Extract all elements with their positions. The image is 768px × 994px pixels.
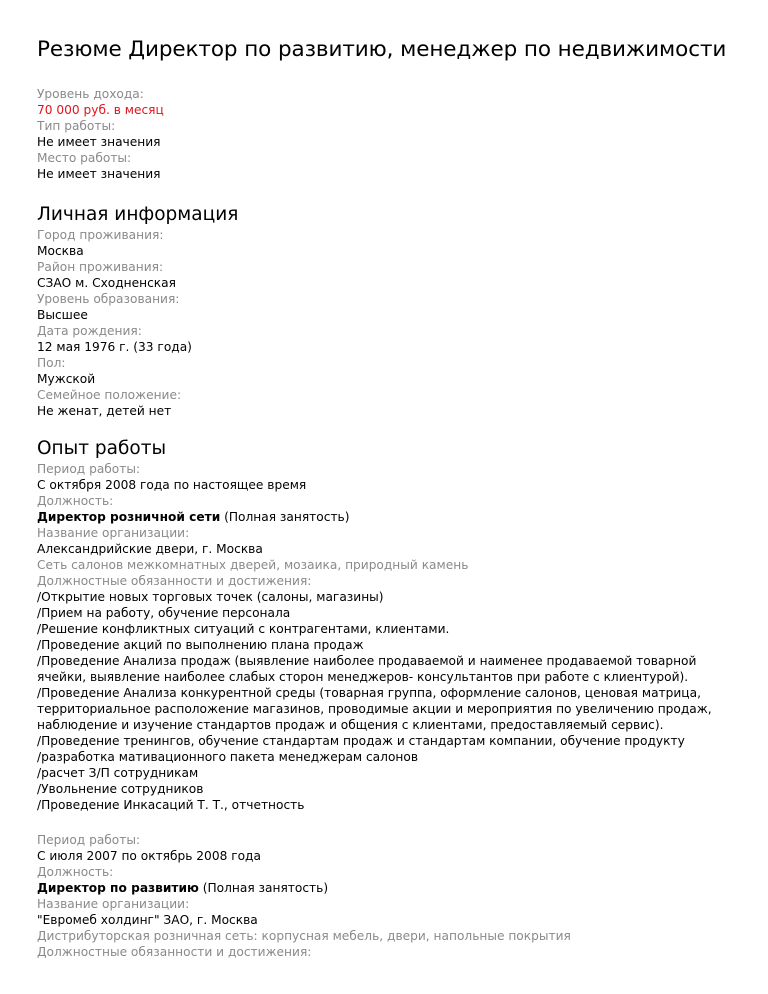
duty-item: /Прием на работу, обучение персонала xyxy=(37,606,291,620)
field-value: 12 мая 1976 г. (33 года) xyxy=(37,340,192,354)
job-entry xyxy=(37,832,732,960)
field-label: Уровень образования: xyxy=(37,292,180,306)
duty-item: /Проведение Инкасаций Т. Т., отчетность xyxy=(37,798,305,812)
position-title: Директор розничной сети xyxy=(37,510,221,524)
place-value: Не имеет значения xyxy=(37,167,161,181)
duty-item: /Проведение Анализа конкурентной среды (товарная группа, оформление салонов, ценовая матрица, территориальное расположение магазинов, проводимые акции и мероприятия по увеличению продаж, наблюдение и изучение стандартов продаж и общения с клиентами, предоставляемый сервис). xyxy=(37,686,712,732)
position-value xyxy=(37,509,732,525)
field-value: Москва xyxy=(37,244,84,258)
income-value: 70 000 руб. в месяц xyxy=(37,103,164,117)
duties-label: Должностные обязанности и достижения: xyxy=(37,574,312,588)
duty-item: /Проведение Анализа продаж (выявление наиболее продаваемой и наименее продаваемой товарной ячейки, выявление наиболее слабых сторон менеджеров- консультантов при работе с клиентурой). xyxy=(37,654,697,684)
org-value: Александрийские двери, г. Москва xyxy=(37,542,263,556)
duty-item: /Решение конфликтных ситуаций с контрагентами, клиентами. xyxy=(37,622,450,636)
field-value: Не женат, детей нет xyxy=(37,404,172,418)
worktype-value: Не имеет значения xyxy=(37,135,161,149)
income-label: Уровень дохода: xyxy=(37,87,144,101)
personal-section xyxy=(37,227,732,419)
period-value: С октября 2008 года по настоящее время xyxy=(37,478,307,492)
duty-item: /Проведение акций по выполнению плана продаж xyxy=(37,638,364,652)
position-value xyxy=(37,880,732,896)
field-value: Мужской xyxy=(37,372,96,386)
period-label: Период работы: xyxy=(37,833,141,847)
place-label: Место работы: xyxy=(37,151,132,165)
field-label: Пол: xyxy=(37,356,66,370)
duty-item: /Проведение тренингов, обучение стандартам продаж и стандартам компании, обучение продукту xyxy=(37,734,685,748)
field-label: Город проживания: xyxy=(37,228,164,242)
duty-item: /разработка мативационного пакета менеджерам салонов xyxy=(37,750,419,764)
field-label: Дата рождения: xyxy=(37,324,142,338)
field-label: Семейное положение: xyxy=(37,388,182,402)
summary-section xyxy=(37,86,732,182)
position-label: Должность: xyxy=(37,494,114,508)
duty-item: /Увольнение сотрудников xyxy=(37,782,204,796)
worktype-label: Тип работы: xyxy=(37,119,116,133)
period-label: Период работы: xyxy=(37,462,141,476)
org-description: Дистрибуторская розничная сеть: корпусная мебель, двери, напольные покрытия xyxy=(37,929,571,943)
duty-item: /Открытие новых торговых точек (салоны, магазины) xyxy=(37,590,384,604)
org-label: Название организации: xyxy=(37,897,190,911)
field-label: Район проживания: xyxy=(37,260,164,274)
employment-type: (Полная занятость) xyxy=(202,881,329,895)
period-value: С июля 2007 по октябрь 2008 года xyxy=(37,849,261,863)
org-value: "Евромеб холдинг" ЗАО, г. Москва xyxy=(37,913,258,927)
position-label: Должность: xyxy=(37,865,114,879)
field-value: Высшее xyxy=(37,308,88,322)
experience-heading: Опыт работы xyxy=(37,438,167,459)
job-entry xyxy=(37,461,732,813)
personal-heading: Личная информация xyxy=(37,204,239,225)
employment-type: (Полная занятость) xyxy=(224,510,350,524)
field-value: СЗАО м. Сходненская xyxy=(37,276,176,290)
page-title: Резюме Директор по развитию, менеджер по недвижимости xyxy=(37,37,727,62)
org-label: Название организации: xyxy=(37,526,190,540)
duty-item: /расчет З/П сотрудникам xyxy=(37,766,199,780)
position-title: Директор по развитию xyxy=(37,881,199,895)
org-description: Сеть салонов межкомнатных дверей, мозаика, природный камень xyxy=(37,558,469,572)
duties-label: Должностные обязанности и достижения: xyxy=(37,945,312,959)
